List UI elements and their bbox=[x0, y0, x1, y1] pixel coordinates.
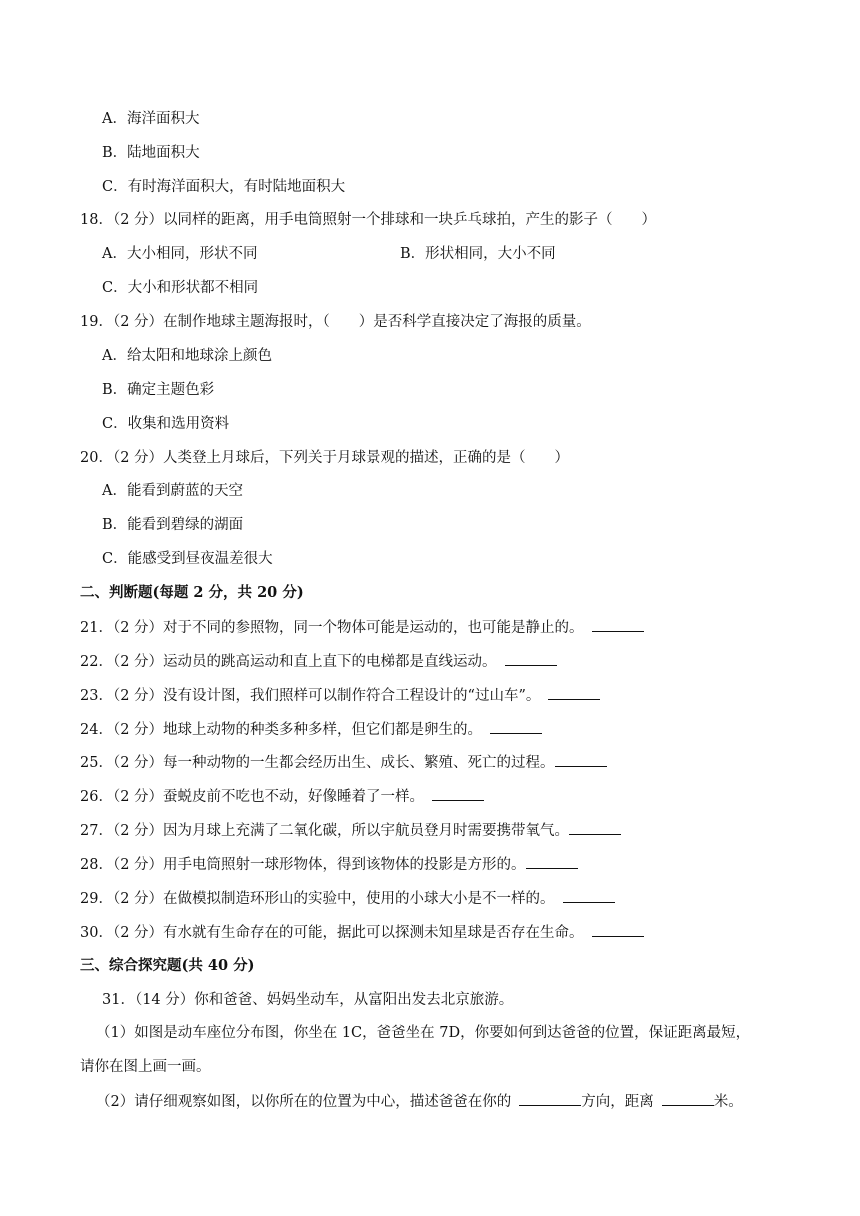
q20-option-a: A．能看到蔚蓝的天空 bbox=[102, 483, 243, 499]
q17-option-c: C．有时海洋面积大，有时陆地面积大 bbox=[102, 179, 346, 195]
judge-item: 25．（2 分）每一种动物的一生都会经历出生、成长、繁殖、死亡的过程。 bbox=[80, 752, 607, 773]
answer-blank[interactable] bbox=[526, 854, 578, 869]
judge-item: 30．（2 分）有水就有生命存在的可能，据此可以探测未知星球是否存在生命。 bbox=[80, 922, 644, 943]
q18-stem: 18．（2 分）以同样的距离，用手电筒照射一个排球和一块乒乓球拍，产生的影子（ ） bbox=[80, 212, 657, 228]
answer-blank[interactable] bbox=[592, 617, 644, 632]
answer-blank[interactable] bbox=[592, 922, 644, 937]
q31-stem: 31．（14 分）你和爸爸、妈妈坐动车，从富阳出发去北京旅游。 bbox=[102, 992, 514, 1008]
q19-option-c: C．收集和选用资料 bbox=[102, 416, 230, 432]
answer-blank[interactable] bbox=[569, 820, 621, 835]
answer-blank[interactable] bbox=[505, 651, 557, 666]
q20-stem: 20．（2 分）人类登上月球后，下列关于月球景观的描述，正确的是（ ） bbox=[80, 450, 570, 466]
q18-option-b: B．形状相同，大小不同 bbox=[400, 246, 556, 262]
section-inquiry-heading: 三、综合探究题(共 40 分) bbox=[80, 957, 255, 974]
q17-option-b: B．陆地面积大 bbox=[102, 145, 200, 161]
q31-part1-line2: 请你在图上画一画。 bbox=[80, 1059, 211, 1075]
answer-blank[interactable] bbox=[432, 786, 484, 801]
q19-stem: 19．（2 分）在制作地球主题海报时，（ ）是否科学直接决定了海报的质量。 bbox=[80, 314, 591, 330]
judge-item: 21．（2 分）对于不同的参照物，同一个物体可能是运动的，也可能是静止的。 bbox=[80, 617, 644, 638]
distance-blank[interactable] bbox=[662, 1091, 714, 1106]
q20-option-b: B．能看到碧绿的湖面 bbox=[102, 517, 244, 533]
q31-part2: （2）请仔细观察如图，以你所在的位置为中心，描述爸爸在你的 方向，距离 米。 bbox=[96, 1091, 743, 1112]
section-true-false-heading: 二、判断题(每题 2 分，共 20 分) bbox=[80, 584, 304, 601]
judge-item: 26．（2 分）蚕蜕皮前不吃也不动，好像睡着了一样。 bbox=[80, 786, 484, 807]
judge-item: 27．（2 分）因为月球上充满了二氧化碳，所以宇航员登月时需要携带氧气。 bbox=[80, 820, 621, 841]
judge-item: 24．（2 分）地球上动物的种类多种多样，但它们都是卵生的。 bbox=[80, 719, 542, 740]
q17-option-a: A．海洋面积大 bbox=[102, 111, 200, 127]
direction-blank[interactable] bbox=[519, 1091, 581, 1106]
judge-item: 29．（2 分）在做模拟制造环形山的实验中，使用的小球大小是不一样的。 bbox=[80, 888, 615, 909]
judge-item: 23．（2 分）没有设计图，我们照样可以制作符合工程设计的“过山车”。 bbox=[80, 685, 600, 706]
q20-option-c: C．能感受到昼夜温差很大 bbox=[102, 551, 273, 567]
q18-option-a: A．大小相同，形状不同 bbox=[102, 246, 258, 262]
answer-blank[interactable] bbox=[490, 719, 542, 734]
answer-blank[interactable] bbox=[548, 685, 600, 700]
judge-item: 22．（2 分）运动员的跳高运动和直上直下的电梯都是直线运动。 bbox=[80, 651, 557, 672]
q31-part1-line1: （1）如图是动车座位分布图，你坐在 1C，爸爸坐在 7D，你要如何到达爸爸的位置，保证距离最短， bbox=[96, 1025, 751, 1041]
q19-option-b: B．确定主题色彩 bbox=[102, 382, 215, 398]
q18-option-c: C．大小和形状都不相同 bbox=[102, 280, 259, 296]
q19-option-a: A．给太阳和地球涂上颜色 bbox=[102, 348, 272, 364]
judge-item: 28．（2 分）用手电筒照射一球形物体，得到该物体的投影是方形的。 bbox=[80, 854, 578, 875]
answer-blank[interactable] bbox=[563, 888, 615, 903]
answer-blank[interactable] bbox=[555, 752, 607, 767]
